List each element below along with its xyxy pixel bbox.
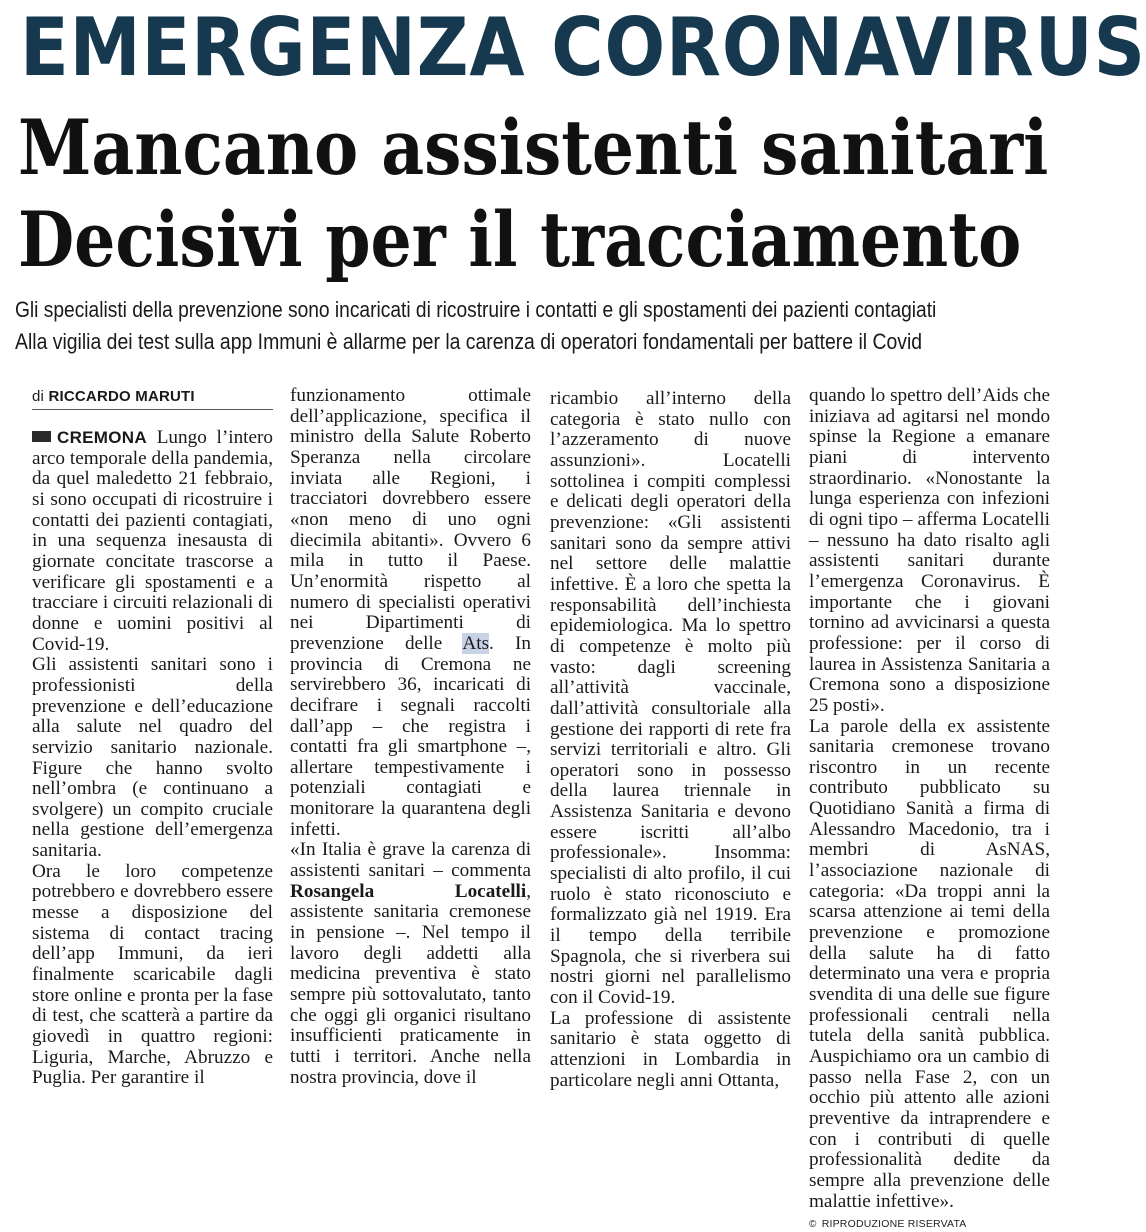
article-column-2 [290,386,531,1088]
headline-line-2: Decisivi per il tracciamento [18,195,1022,284]
article-column-4 [809,386,1050,1232]
subheadline-line-2: Alla vigilia dei test sulla app Immuni è allarme per la carenza di operatori fondamentali per battere il Covid [15,329,923,354]
article-paragraph-4: ricambio all’interno della categoria è stato nullo con l’azzeramento di nuove assunzioni». Locatelli sottolinea i compiti complessi e delicati degli operatori della prevenzione: «Gli assistenti sanitari sono da sempre attivi nel settore delle malattie infettive. È a loro che spetta la responsabilità dell’inchiesta epidemiologica. Ma lo spettro di competenze è molto più vasto: dagli screening all’attività vaccinale, dall’attività consultoriale alla gestione dei rapporti di rete fra servizi territoriali e altro. Gli operatori sono in possesso della laurea triennale in Assistenza Sanitaria e devono essere iscritti all’albo professionale». Insomma: specialisti di alto profilo, il cui ruolo è stato riconosciuto e formalizzato già nel 1919. Era il tempo della terribile Spagnola, che si riverbera sui nostri giorni nel parallelismo con il Covid-19. [550,388,792,1009]
article-column-3 [550,389,791,1091]
byline-author: RICCARDO MARUTI [48,388,195,405]
paragraph-text-1: Lungo l’intero arco temporale della pandemia, da quel maledetto 21 febbraio, si sono occupati di ricostruire i contatti dei pazienti contagiati, in una sequenza inesausta di giornate concitate trascorse a verificare gli spostamenti e a tracciare i circuiti relazionali di donne e uomini positivi al Covid-19. [32,427,274,655]
headline-line-1: Mancano assistenti sanitari [18,103,1049,192]
dateline: CREMONA [57,428,147,447]
article-paragraph-5: La professione di assistente sanitario è stata oggetto di attenzioni in Lombardia in particolare negli anni Ottanta, [550,1007,792,1091]
subheadline-line-1: Gli specialisti della prevenzione sono incaricati di ricostruire i contatti e gli spostamenti dei pazienti contagiati [15,297,937,322]
article-paragraph-3: funzionamento ottimale dell’applicazione, specifica il ministro della Salute Roberto Speranza nella circolare inviata alle Regioni, i tracciatori dovrebbero essere «non meno di uno ogni diecimila abitanti». Ovvero 6 mila in tutto il Paese. Un’enormità rispetto al numero di specialisti operativi nei Dipartimenti di prevenzione delle Ats. In provincia di Cremona ne servirebbero 36, incaricati di decifrare i segnali raccolti dall’app – che registra i contatti fra gli smartphone –, allertare tempestivamente i potenziali contagiati e monitorare la quarantena degli infetti. [290,385,532,840]
article-paragraph-3: Ora le loro competenze potrebbero e dovrebbero essere messe a disposizione del sistema di contact tracing dell’app Immuni, da ieri finalmente scaricabile dagli store online e pronta per la fase di test, che scatterà a partire da giovedì in quattro regioni: Liguria, Marche, Abruzzo e Puglia. Per garantire il [32,860,274,1089]
article-paragraph-4: «In Italia è grave la carenza di assistenti sanitari – commenta Rosangela Locatelli, assistente sanitaria cremonese in pensione –. Nel tempo il lavoro degli addetti alla medicina preventiva è stato sempre più sottovalutato, tanto che oggi gli organici risultano insufficienti praticamente in tutti i territori. Anche nella nostra provincia, dove il [290,839,532,1088]
copyright-icon: © [809,1219,817,1231]
section-kicker: EMERGENZA CORONAVIRUS [20,1,1146,94]
ats-highlight: Ats [462,632,490,654]
article-paragraph-6: La parole della ex assistente sanitaria cremonese trovano riscontro in un recente contributo pubblicato su Quotidiano Sanità a firma di Alessandro Macedonio, tra i membri di AsNAS, l’associazione nazionale di categoria: «Da troppi anni la scarsa attenzione ai temi della prevenzione e promozione della salute ha di fatto determinato una vera e propria svendita di una delle sue figure professionali centrali nella tutela della sanità pubblica. Auspichiamo ora un cambio di passo nella Fase 2, con un occhio più attento alle azioni preventive da intraprendere e con i contributi di quelle professionalità dedite da sempre alla prevenzione delle malattie infettive». [809,715,1051,1212]
article-paragraph-5: quando lo spettro dell’Aids che iniziava ad agitarsi nel mondo spinse la Regione a emanare piani di intervento straordinario. «Nonostante la lunga esperienza con infezioni di ogni tipo – afferma Locatelli – nessuno ha dato risalto agli assistenti sanitari durante l’emergenza Coronavirus. È importante che i giovani tornino ad avvicinarsi a questa professione: per il corso di laurea in Assistenza Sanitaria a Cremona sono a disposizione 25 posti». [809,385,1051,716]
copyright-notice [809,1217,1050,1232]
quoted-name: Rosangela Locatelli [290,880,527,902]
copyright-text: RIPRODUZIONE RISERVATA [818,1218,967,1231]
byline-prefix: di [32,388,45,405]
article-paragraph-2: Gli assistenti sanitari sono i professionisti della prevenzione e dell’educazione alla salute nel quadro del servizio sanitario nazionale. Figure che hanno svolto nell’ombra (e continuano a svolgere) un compito cruciale nella gestione dell’emergenza sanitaria. [32,654,273,862]
